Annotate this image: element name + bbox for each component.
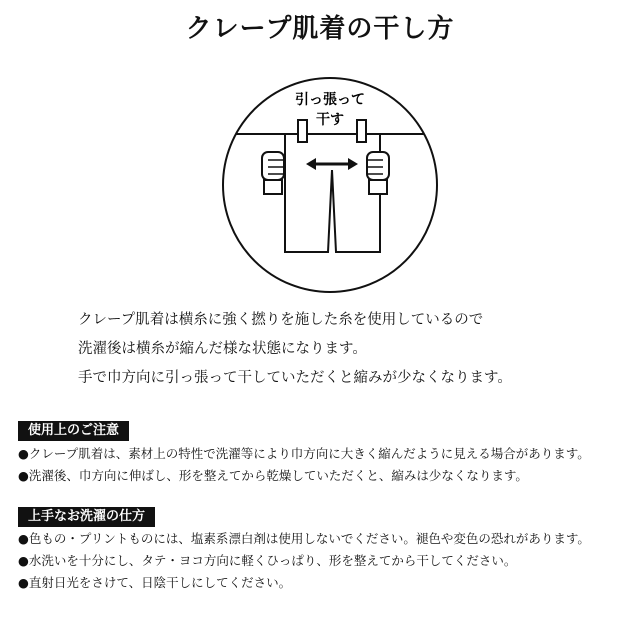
intro-line: 洗濯後は横糸が縮んだ様な状態になります。 <box>78 341 367 357</box>
right-hand-icon <box>367 152 389 194</box>
intro-line: クレープ肌着は横糸に強く撚りを施した糸を使用しているので <box>78 312 484 328</box>
list-item: ●色もの・プリントものには、塩素系漂白剤は使用しないでください。褪色や変色の恐れがあります。 <box>18 531 590 546</box>
page-title: クレープ肌着の干し方 <box>185 14 455 44</box>
washing-tips-list <box>18 528 633 594</box>
intro-text <box>78 306 598 393</box>
callout-text-line1: 引っ張って <box>295 92 365 108</box>
clothespin-right-icon <box>357 120 366 142</box>
list-item: ●水洗いを十分にし、タテ・ヨコ方向に軽くひっぱり、形を整えてから干してください。 <box>18 553 517 568</box>
list-item: ●洗濯後、巾方向に伸ばし、形を整えてから乾燥していただくと、縮みは少なくなります。 <box>18 468 528 483</box>
list-item: ●クレープ肌着は、素材上の特性で洗濯等により巾方向に大きく縮んだように見える場合があります。 <box>18 446 590 461</box>
drying-illustration <box>220 72 440 302</box>
usage-notes-list <box>18 443 633 487</box>
intro-line: 手で巾方向に引っ張って干していただくと縮みが少なくなります。 <box>78 370 512 386</box>
left-hand-icon <box>262 152 284 194</box>
section-header-usage-notes: 使用上のご注意 <box>18 421 129 441</box>
list-item: ●直射日光をさけて、日陰干しにしてください。 <box>18 575 292 590</box>
section-header-washing-tips: 上手なお洗濯の仕方 <box>18 507 155 527</box>
callout-text-line2: 干す <box>316 112 344 128</box>
clothespin-left-icon <box>298 120 307 142</box>
